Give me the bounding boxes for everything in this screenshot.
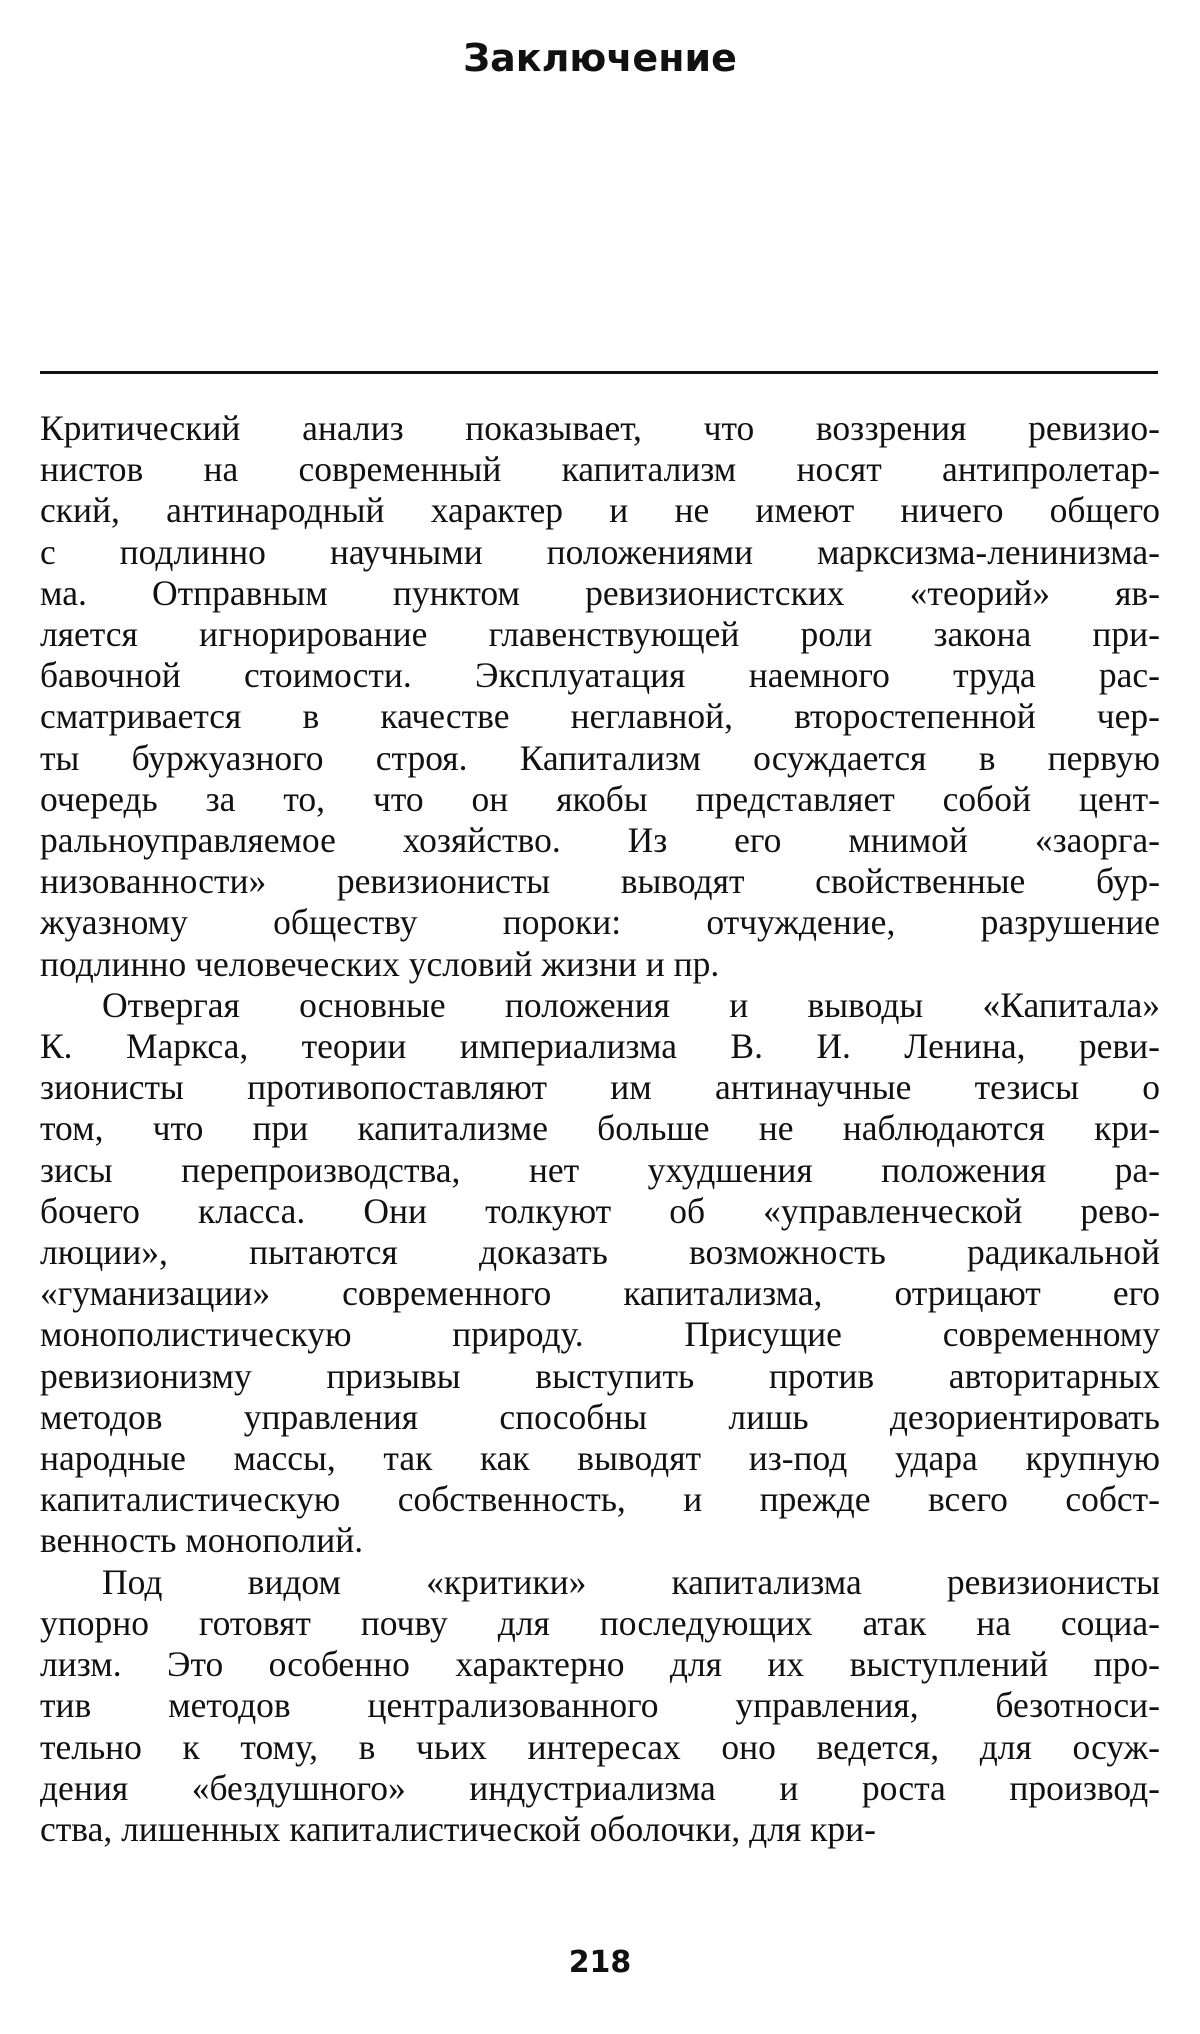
text-line: сматривается в качестве неглавной, второстепенной чер-: [40, 696, 1160, 737]
text-line: упорно готовят почву для последующих атак на социа-: [40, 1602, 1160, 1643]
chapter-title: Заключение: [463, 36, 737, 80]
text-line: «гуманизации» современного капитализма, отрицают его: [40, 1273, 1160, 1314]
text-line: подлинно человеческих условий жизни и пр.: [40, 943, 720, 984]
text-line: нистов на современный капитализм носят антипролетар-: [40, 449, 1160, 490]
paragraph: [40, 408, 1160, 985]
text-line: Под видом «критики» капитализма ревизионисты: [102, 1561, 1160, 1602]
text-line: Отвергая основные положения и выводы «Капитала»: [102, 984, 1160, 1025]
text-line: зионисты противопоставляют им антинаучные тезисы о: [40, 1067, 1160, 1108]
text-line: ральноуправляемое хозяйство. Из его мнимой «заорга-: [40, 820, 1160, 861]
text-line: бочего класса. Они толкуют об «управленческой рево-: [40, 1190, 1160, 1231]
text-line: народные массы, так как выводят из-под удара крупную: [40, 1438, 1160, 1479]
text-line: жуазному обществу пороки: отчуждение, разрушение: [40, 902, 1160, 943]
text-line: ма. Отправным пунктом ревизионистских «теорий» яв-: [40, 572, 1160, 613]
text-line: очередь за то, что он якобы представляет собой цент-: [40, 778, 1160, 819]
page-number: 218: [568, 1945, 632, 1980]
text-line: с подлинно научными положениями марксизма-ленинизма-: [40, 531, 1160, 572]
paragraph: [40, 1562, 1160, 1850]
text-line: К. Маркса, теории империализма В. И. Ленина, реви-: [40, 1026, 1160, 1067]
text-line: ревизионизму призывы выступить против авторитарных: [40, 1355, 1160, 1396]
text-line: венность монополий.: [40, 1520, 364, 1561]
text-line: монополистическую природу. Присущие современному: [40, 1314, 1160, 1355]
text-line: методов управления способны лишь дезориентировать: [40, 1396, 1160, 1437]
body-text: [40, 408, 1160, 1850]
text-line: ства, лишенных капиталистической оболочки, для кри-: [40, 1808, 876, 1849]
text-line: зисы перепроизводства, нет ухудшения положения ра-: [40, 1149, 1160, 1190]
text-line: ский, антинародный характер и не имеют ничего общего: [40, 490, 1160, 531]
text-line: том, что при капитализме больше не наблюдаются кри-: [40, 1108, 1160, 1149]
text-line: дения «бездушного» индустриализма и роста производ-: [40, 1767, 1160, 1808]
text-line: бавочной стоимости. Эксплуатация наемного труда рас-: [40, 655, 1160, 696]
text-line: ты буржуазного строя. Капитализм осуждается в первую: [40, 737, 1160, 778]
text-line: низованности» ревизионисты выводят свойственные бур-: [40, 861, 1160, 902]
text-line: лизм. Это особенно характерно для их выступлений про-: [40, 1644, 1160, 1685]
text-line: тив методов централизованного управления, безотноси-: [40, 1685, 1160, 1726]
paragraph: [40, 985, 1160, 1562]
text-line: Критический анализ показывает, что воззрения ревизио-: [40, 408, 1160, 448]
text-line: люции», пытаются доказать возможность радикальной: [40, 1232, 1160, 1273]
text-line: тельно к тому, в чьих интересах оно ведется, для осуж-: [40, 1726, 1160, 1767]
text-line: капиталистическую собственность, и прежде всего собст-: [40, 1479, 1160, 1520]
text-line: ляется игнорирование главенствующей роли закона при-: [40, 614, 1160, 655]
title-divider: [40, 371, 1158, 374]
